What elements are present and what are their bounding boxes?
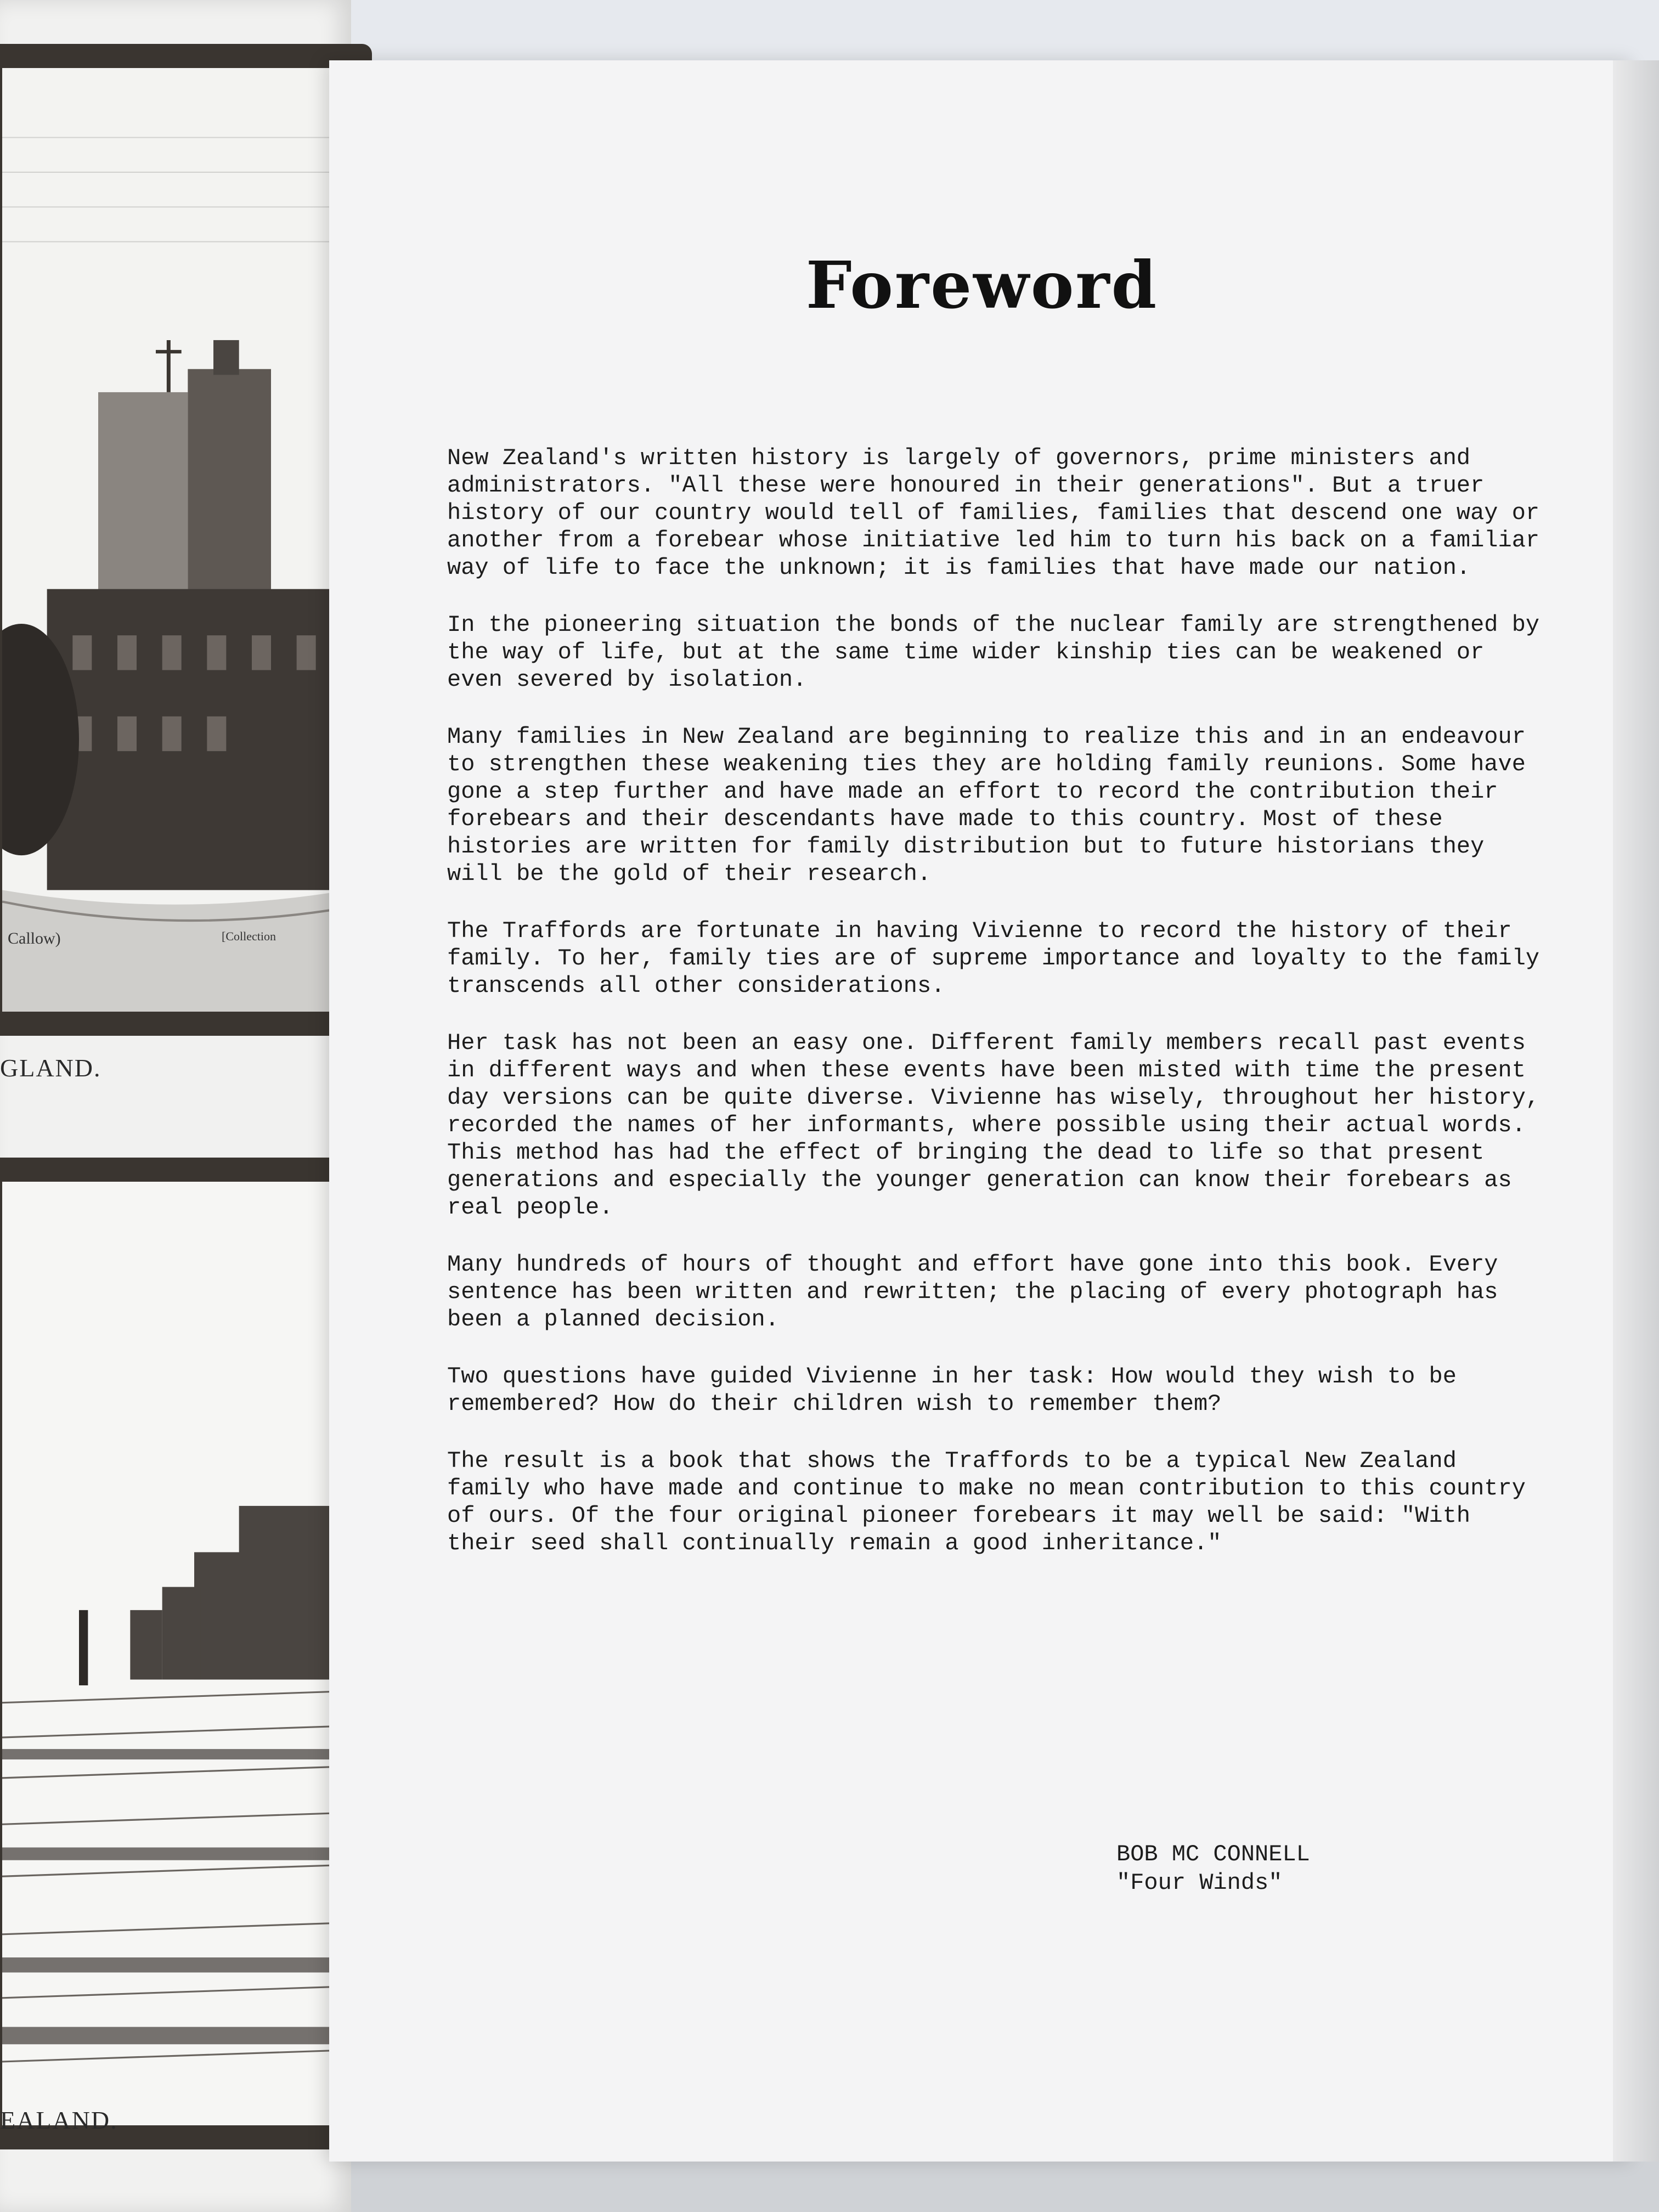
paragraph: New Zealand's written history is largely of governors, prime ministers and administrators. "All these were honoured in their generations". But a truer history of our country would tell of families, families that descend one way or another from a forebear whose initiative led him to turn his back on a familiar way of life to face the unknown; it is families that have made our nation. <box>447 445 1540 581</box>
illustration-caption-left: Callow) <box>8 929 61 947</box>
plate-title-top: GLAND. <box>0 1054 101 1082</box>
paragraph: Many families in New Zealand are beginning to realize this and in an endeavour to strengthen these weakening ties they are holding family reunions. Some have gone a step further and have made an effort to record the contribution their forebears and their descendants have made to this country. Most of these histories are written for family distribution but to future historians they will be the gold of their research. <box>447 724 1526 887</box>
paragraph: Her task has not been an easy one. Different family members recall past events in different ways and when these events have been misted with time the present day versions can be quite diverse. Vivienne has wisely, throughout her history, recorded the names of her informants, where possible using their actual words. This method has had the effect of bringing the dead to life so that present generations and especially the younger generation can know their forebears as real people. <box>447 1030 1540 1221</box>
illustration-caption-right: [Collection <box>222 929 276 943</box>
signature-block <box>1116 1840 1310 1897</box>
paragraph: Many hundreds of hours of thought and effort have gone into this book. Every sentence has been written and rewritten; the placing of every photograph has been a planned decision. <box>447 1251 1498 1333</box>
page-title: Foreword <box>805 247 1159 323</box>
left-page <box>0 0 351 2212</box>
paragraph: The Traffords are fortunate in having Vivienne to record the history of their family. To her, family ties are of supreme importance and loyalty to the family transcends all other considerations. <box>447 918 1540 999</box>
street-illustration <box>0 1158 372 2149</box>
paragraph: In the pioneering situation the bonds of the nuclear family are strengthened by the way of life, but at the same time wider kinship ties can be weakened or even severed by isolation. <box>447 612 1540 693</box>
foreword-body <box>447 444 1544 1587</box>
plate-title-bottom: EALAND. <box>0 2106 118 2134</box>
castle-illustration <box>0 44 372 1036</box>
paragraph: The result is a book that shows the Traffords to be a typical New Zealand family who have made and continue to make no mean contribution to this country of ours. Of the four original pioneer forebears it may well be said: "With their seed shall continually remain a good inheritance." <box>447 1448 1526 1556</box>
right-page <box>329 60 1635 2162</box>
castle-engraving <box>2 68 348 1012</box>
street-engraving <box>2 1182 348 2125</box>
signature-place: "Four Winds" <box>1116 1870 1283 1896</box>
signature-name: BOB MC CONNELL <box>1116 1841 1310 1867</box>
page-edge <box>1613 60 1659 2162</box>
paragraph: Two questions have guided Vivienne in her task: How would they wish to be remembered? How do their children wish to remember them? <box>447 1363 1457 1417</box>
